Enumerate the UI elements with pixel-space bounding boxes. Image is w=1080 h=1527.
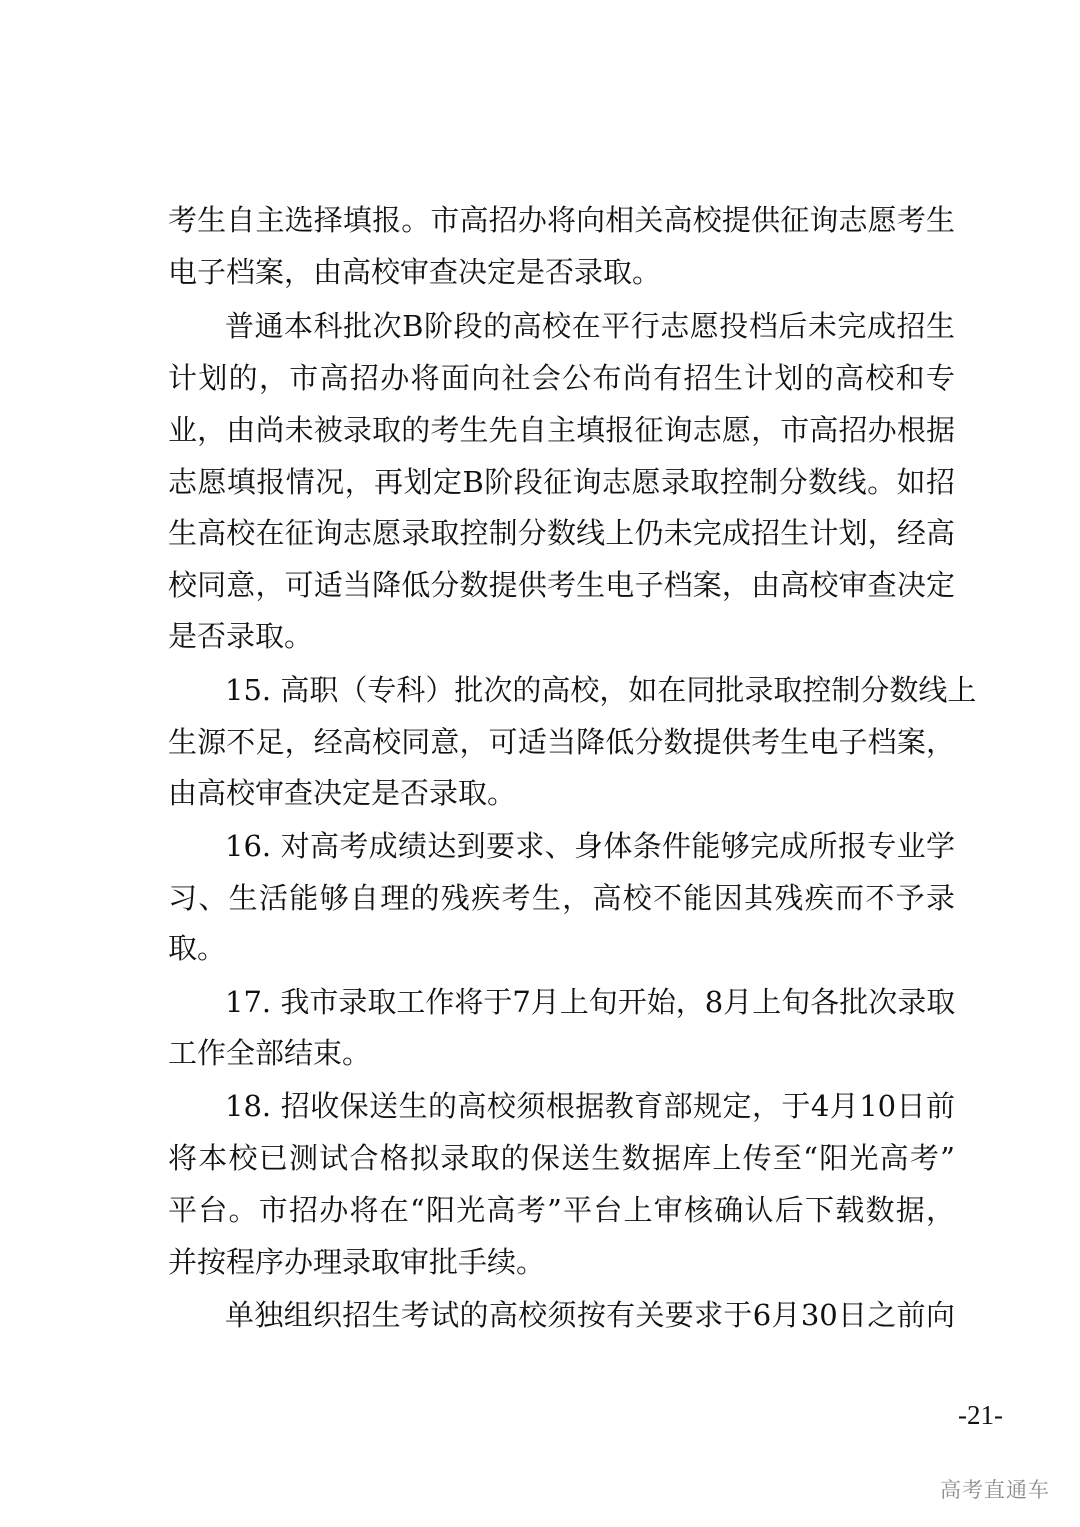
paragraph-start: 单独组织招生考试的高校须按有关要求于6月30日之前向 — [225, 1298, 955, 1332]
text-line: 取。 — [168, 931, 227, 965]
paragraph-start: 17. 我市录取工作将于7月上旬开始，8月上旬各批次录取 — [225, 985, 956, 1019]
paragraph-start: 15. 高职（专科）批次的高校，如在同批录取控制分数线上 — [225, 673, 977, 707]
text-line: 校同意，可适当降低分数提供考生电子档案，由高校审查决定 — [168, 568, 955, 602]
page-number: -21- — [958, 1400, 1003, 1430]
text-line: 考生自主选择填报。市高招办将向相关高校提供征询志愿考生 — [168, 203, 955, 237]
text-line: 志愿填报情况，再划定B阶段征询志愿录取控制分数线。如招 — [168, 465, 955, 499]
watermark: 高考直通车 — [940, 1478, 1050, 1502]
text-line: 由高校审查决定是否录取。 — [168, 776, 517, 810]
text-line: 工作全部结束。 — [168, 1036, 372, 1070]
paragraph-start: 普通本科批次B阶段的高校在平行志愿投档后未完成招生 — [225, 309, 955, 343]
text-line: 习、生活能够自理的残疾考生，高校不能因其残疾而不予录 — [168, 881, 955, 915]
text-line: 并按程序办理录取审批手续。 — [168, 1245, 546, 1279]
text-line: 业，由尚未被录取的考生先自主填报征询志愿，市高招办根据 — [168, 413, 955, 447]
paragraph-start: 16. 对高考成绩达到要求、身体条件能够完成所报专业学 — [225, 829, 955, 863]
text-line: 平台。市招办将在“阳光高考”平台上审核确认后下载数据， — [168, 1193, 955, 1227]
text-line: 生源不足，经高校同意，可适当降低分数提供考生电子档案， — [168, 725, 955, 759]
paragraph-start: 18. 招收保送生的高校须根据教育部规定，于4月10日前 — [225, 1089, 955, 1123]
text-line: 电子档案，由高校审查决定是否录取。 — [168, 255, 662, 289]
text-line: 是否录取。 — [168, 619, 314, 653]
text-line: 将本校已测试合格拟录取的保送生数据库上传至“阳光高考” — [168, 1141, 955, 1175]
text-line: 生高校在征询志愿录取控制分数线上仍未完成招生计划，经高 — [168, 516, 955, 550]
text-line: 计划的，市高招办将面向社会公布尚有招生计划的高校和专 — [168, 361, 955, 395]
